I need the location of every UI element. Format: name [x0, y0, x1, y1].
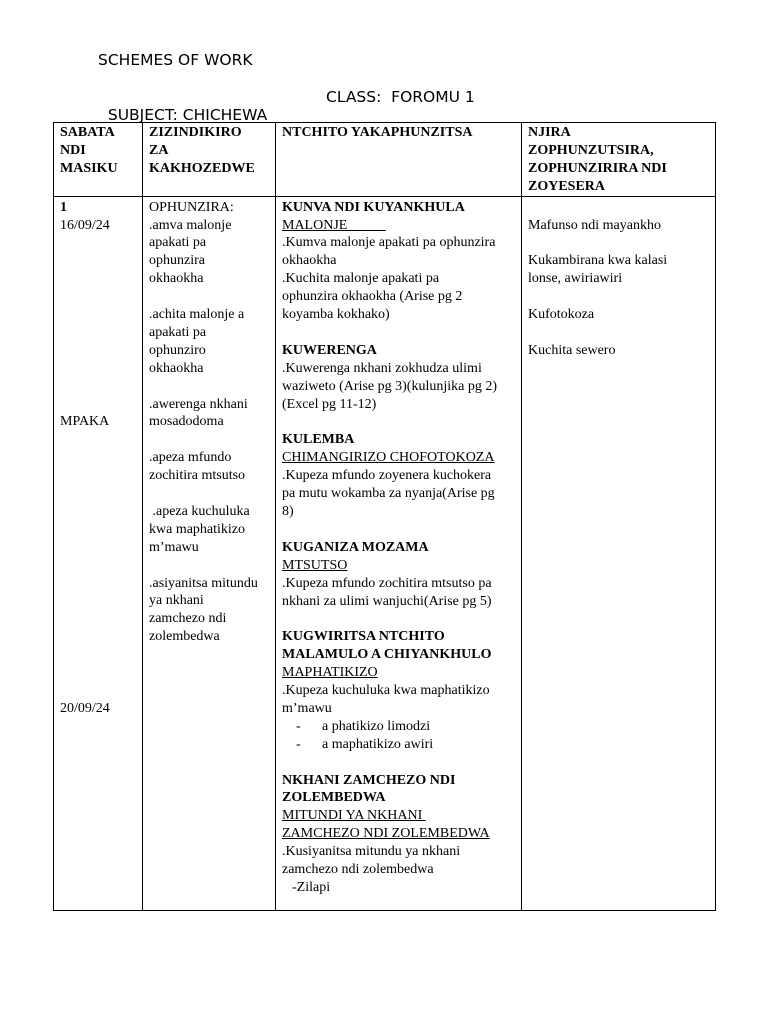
header-week: SABATA NDI MASIKU — [54, 123, 143, 197]
objective-line: okhaokha — [149, 271, 204, 287]
objective-line — [149, 557, 269, 575]
week-number: 1 — [60, 199, 67, 215]
objective-line: ophunziro — [149, 342, 206, 358]
methods-cell: Mafunso ndi mayankho Kukambirana kwa kalasi lonse, awiriawiri Kufotokoza Kuchita sewero — [522, 196, 716, 910]
objective-line: .achita malonje a — [149, 307, 245, 323]
class-label: CLASS: FOROMU 1 — [326, 88, 475, 106]
objective-line: .amva malonje — [149, 217, 232, 233]
objective-line: .asiyanitsa mitundu — [149, 575, 258, 591]
objective-line: mosadodoma — [149, 414, 224, 430]
list-item: - a phatikizo limodzi — [296, 718, 431, 734]
objective-line — [149, 485, 269, 503]
objective-line: kwa maphatikizo — [149, 521, 246, 537]
objective-line: zochitira mtsutso — [149, 468, 246, 484]
header-methods: NJIRA ZOPHUNZUTSIRA, ZOPHUNZIRIRA NDI ZOYESERA — [522, 123, 716, 197]
objective-line: zamchezo ndi — [149, 611, 227, 627]
objective-line — [149, 431, 269, 449]
week-cell — [54, 196, 143, 910]
objectives-cell — [143, 196, 276, 910]
objective-line: apakati pa — [149, 324, 207, 340]
list-item: - a maphatikizo awiri — [296, 736, 434, 752]
table-row — [54, 196, 716, 910]
objective-line: ophunzira — [149, 253, 205, 269]
table-header-row — [54, 123, 716, 197]
mpaka-label: MPAKA — [60, 414, 110, 430]
document-title: SCHEMES OF WORK — [98, 51, 253, 69]
objective-line: m’mawu — [149, 539, 199, 555]
subject-label: SUBJECT: CHICHEWA — [107, 106, 268, 124]
objectives-title: OPHUNZIRA: — [149, 199, 234, 215]
header-objectives: ZIZINDIKIRO ZA KAKHOZEDWE — [143, 123, 276, 197]
objective-line: zolembedwa — [149, 629, 220, 645]
objective-line: .apeza mfundo — [149, 450, 232, 466]
end-date: 20/09/24 — [60, 700, 110, 716]
objective-line: ya nkhani — [149, 593, 204, 609]
objectives-list — [149, 217, 269, 647]
header-activities: NTCHITO YAKAPHUNZITSA — [276, 123, 522, 197]
objective-line: .awerenga nkhani — [149, 396, 248, 412]
objective-line: .apeza kuchuluka — [149, 503, 250, 519]
objective-line: apakati pa — [149, 235, 207, 251]
objective-line — [149, 288, 269, 306]
scheme-table — [53, 122, 716, 911]
start-date: 16/09/24 — [60, 217, 110, 233]
activities-cell: KUNVA NDI KUYANKHULA MALONJE .Kumva malonje apakati pa ophunzira okhaokha .Kuchita malonje apakati pa ophunzira okhaokha (Arise pg 2 koyamba kokhako) KUWERENGA .Kuwerenga nkhani zokhudza ulimi waziweto (Arise pg 3)(kulunjika pg 2) (Excel pg 11-12) KULEMBA CHIMANGIRIZO CHOFOTOKOZA .Kupeza mfundo zoyenera kuchokera pa mutu wokamba za nyanja(Arise pg 8) KUGANIZA MOZAMA MTSUTSO .Kupeza mfundo zochitira mtsutso pa nkhani za ulimi wanjuchi(Arise pg 5) KUGWIRITSA NTCHITO MALAMULO A CHIYANKHULO MAPHATIKIZO .Kupeza kuchuluka kwa maphatikizo m’mawu - a phatikizo limodzi - a maphatikizo awiri NKHANI ZAMCHEZO NDI ZOLEMBEDWA MITUNDI YA NKHANI ZAMCHEZO NDI ZOLEMBEDWA .Kusiyanitsa mitundu ya nkhani zamchezo ndi zolembedwa -Zilapi — [276, 196, 522, 910]
objective-line — [149, 378, 269, 396]
objective-line: okhaokha — [149, 360, 204, 376]
